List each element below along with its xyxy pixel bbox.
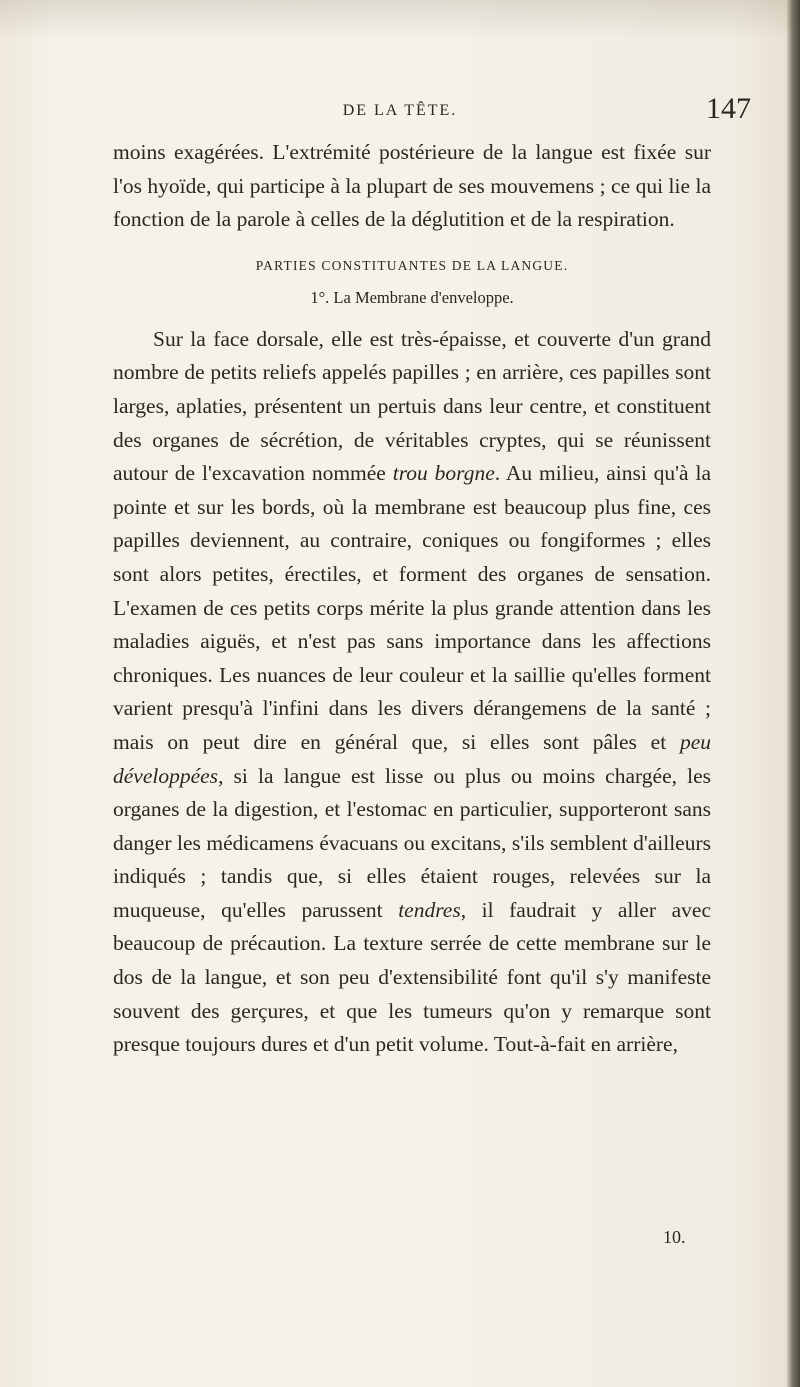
italic-term: trou borgne [392, 461, 495, 486]
text-run: , il faudrait y aller avec beaucoup de précaution. La texture serrée de cette membrane sur le dos de la langue, et son peu d'extensibilité font qu'il s'y manifeste souvent des gerçures, et que les tumeurs qu'on y remarque sont presque toujours dures et d'un petit volume. Tout-à-fait en arrière, [113, 897, 711, 1057]
signature-mark: 10. [663, 1227, 686, 1247]
text-run: . Au milieu, ainsi qu'à la pointe et sur les bords, où la membrane est beaucoup plus fine, ces papilles deviennent, au contraire, coniques ou fongiformes ; elles sont alors petites, érectiles, et forment des organes de sensation. L'examen de ces petits corps mérite la plus grande attention dans les maladies aiguës, et n'est pas sans importance dans les affections chroniques. Les nuances de leur couleur et la saillie qu'elles forment varient presqu'à l'infini dans les divers dérangemens de la santé ; mais on peut dire en général que, si elles sont pâles et [113, 461, 711, 754]
page-top-shadow [0, 0, 800, 40]
running-head: DE LA TÊTE. [342, 102, 458, 119]
subsection-title: 1°. La Membrane d'enveloppe. [310, 287, 514, 307]
text-run: Sur la face dorsale, elle est très-épaisse, et couverte d'un grand nombre de petits reliefs appelés papilles ; en arrière, ces papilles sont larges, aplaties, présentent un pertuis dans leur centre, et constituent des organes de sécrétion, de véritables cryptes, qui se réunissent autour de l'excavation nommée [113, 326, 711, 486]
section-title: PARTIES CONSTITUANTES DE LA LANGUE. [255, 257, 569, 273]
page-header [0, 88, 800, 128]
paragraph-continued: moins exagérées. L'extrémité postérieure de la langue est fixée sur l'os hyoïde, qui participe à la plupart de ses mouvemens ; ce qui lie la fonction de la parole à celles de la déglutition et de la respiration. [113, 140, 711, 232]
text-block [113, 136, 711, 1062]
page-number: 147 [706, 92, 751, 125]
page-binding-edge [786, 0, 800, 1387]
italic-term: peu développées [113, 729, 711, 788]
text-run: , si la langue est lisse ou plus ou moins chargée, les organes de la digestion, et l'estomac en particulier, supporteront sans danger les médicamens évacuans ou excitans, s'ils semblent d'ailleurs indiqués ; tandis que, si elles étaient rouges, relevées sur la muqueuse, qu'elles parussent [113, 763, 711, 922]
italic-term: tendres [398, 897, 461, 922]
paragraph-dorsal-face [113, 323, 711, 1062]
